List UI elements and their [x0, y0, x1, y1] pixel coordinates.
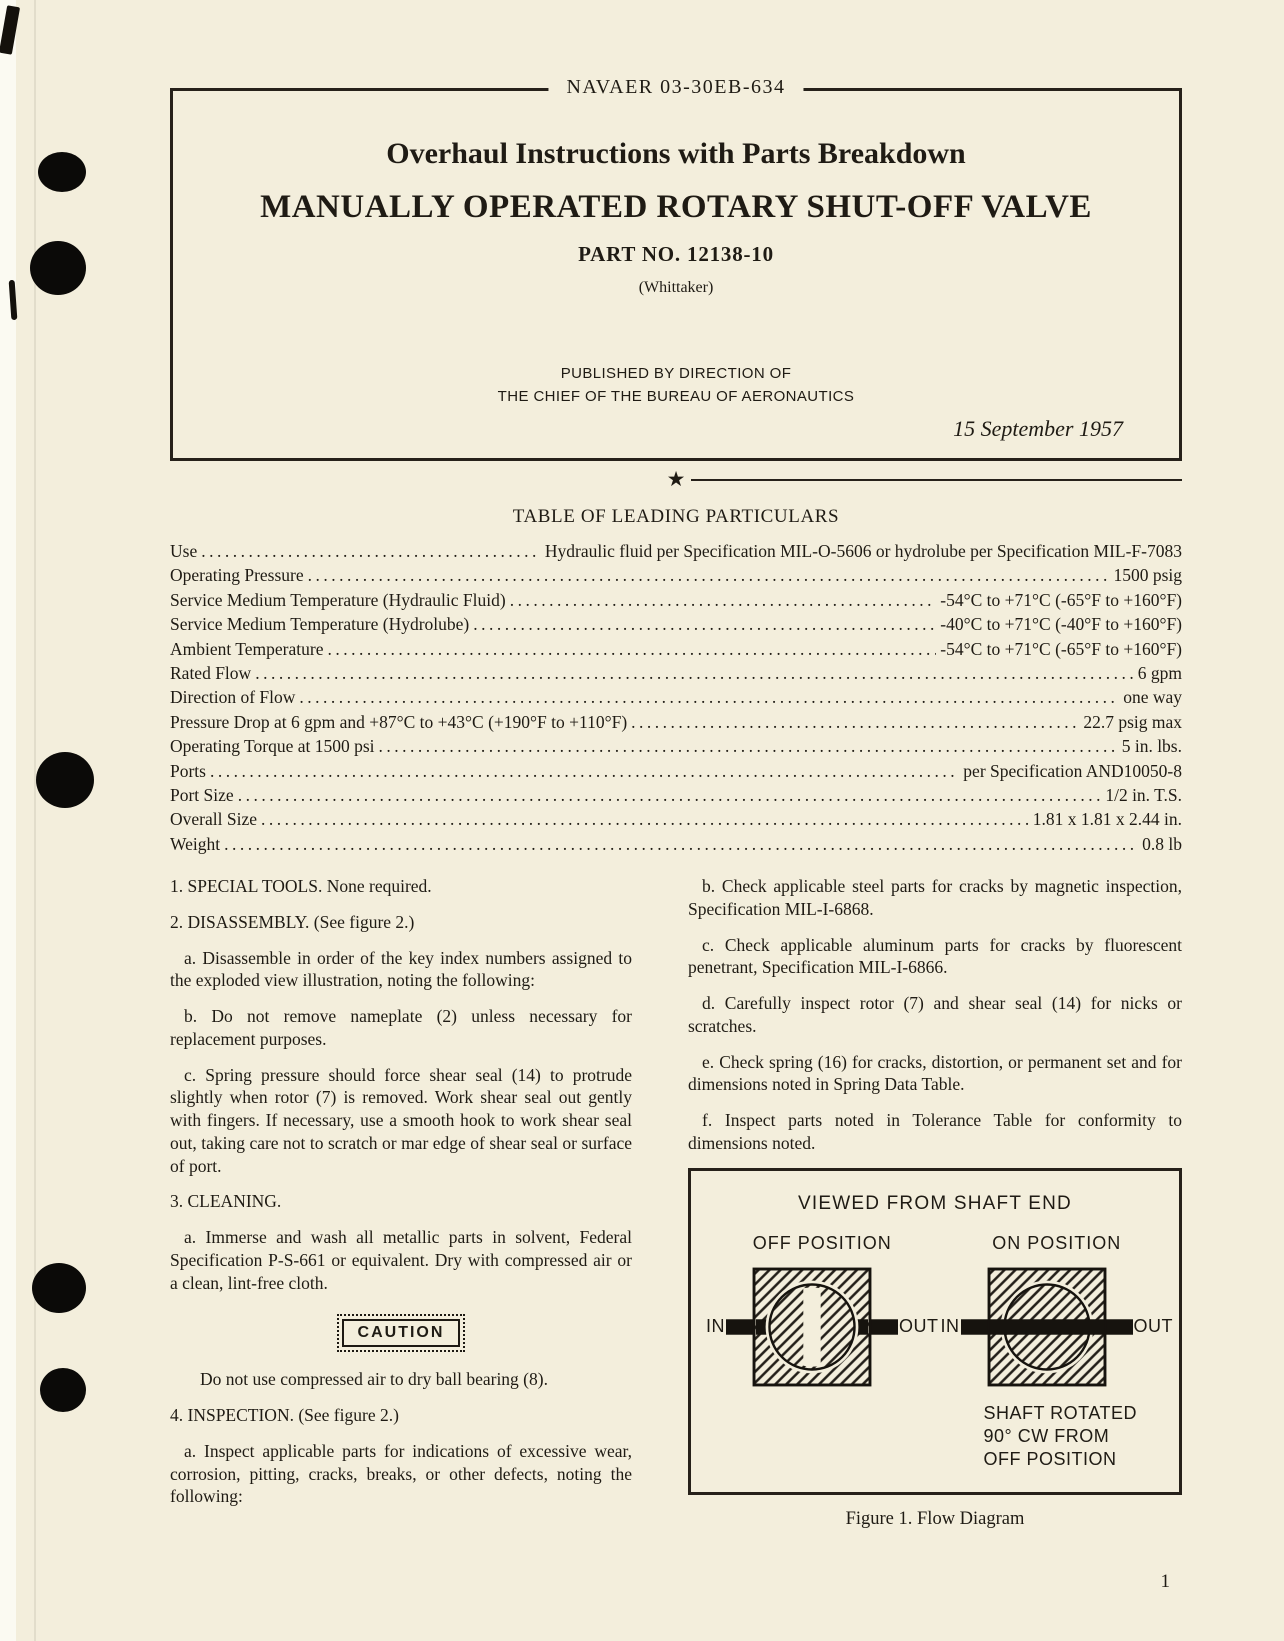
off-diagram-row [705, 1262, 940, 1392]
publication-date: 15 September 1957 [953, 416, 1123, 441]
valve-on-diagram [961, 1262, 1133, 1392]
table-row [170, 784, 1182, 806]
hole-punch [36, 752, 94, 808]
paragraph: a. Disassemble in order of the key index numbers assigned to the exploded view illustration, noting the following: [170, 947, 632, 991]
row-label: Use [170, 541, 198, 561]
row-value: 1.81 x 1.81 x 2.44 in. [1032, 809, 1182, 830]
scan-line-artifact [34, 0, 36, 1641]
in-label: IN [940, 1316, 960, 1337]
note-line: SHAFT ROTATED [983, 1402, 1138, 1423]
right-column [688, 875, 1182, 1530]
row-value: -40°C to +71°C (-40°F to +160°F) [940, 614, 1182, 635]
row-value: -54°C to +71°C (-65°F to +160°F) [940, 638, 1182, 659]
particulars-title: TABLE OF LEADING PARTICULARS [512, 506, 840, 527]
off-position-group [705, 1233, 940, 1472]
hole-punch [40, 1368, 86, 1412]
scan-edge-artifact [0, 0, 16, 1641]
dot-leader [255, 662, 1134, 684]
paragraph: f. Inspect parts noted in Tolerance Table for conformity to dimensions noted. [688, 1110, 1182, 1153]
row-label: Rated Flow [170, 662, 252, 683]
row-value: 22.7 psig max [1083, 711, 1182, 732]
caution-text: Do not use compressed air to dry ball bearing (8). [200, 1369, 548, 1390]
published-line: THE CHIEF OF THE BUREAU OF AERONAUTICS [497, 387, 855, 405]
table-row [170, 760, 1182, 782]
dot-leader [210, 760, 959, 782]
paragraph: e. Check spring (16) for cracks, distortion, or permanent set and for dimensions noted in Spring Data Table. [688, 1051, 1182, 1095]
dot-leader [201, 540, 541, 562]
manufacturer: (Whittaker) [638, 279, 714, 296]
hole-punch [38, 152, 86, 192]
left-column [170, 875, 632, 1530]
figure-caption: Figure 1. Flow Diagram [845, 1508, 1025, 1529]
row-value: 0.8 lb [1142, 833, 1182, 854]
star-divider [170, 469, 1182, 490]
row-label: Overall Size [170, 809, 257, 830]
dot-leader [327, 638, 936, 660]
row-value: 1500 psig [1113, 565, 1182, 586]
shaft-rotation-note [940, 1402, 1175, 1472]
row-label: Ports [170, 760, 206, 781]
paragraph-disassembly: 2. DISASSEMBLY. (See figure 2.) [170, 911, 415, 932]
paragraph: a. Immerse and wash all metallic parts in solvent, Federal Specification P-S-661 or equivalent. Dry with compressed air or a clean, lint-free cloth. [170, 1227, 632, 1293]
note-line: 90° CW FROM [983, 1425, 1110, 1446]
table-row [170, 808, 1182, 830]
table-row [170, 662, 1182, 684]
paragraph-cleaning: 3. CLEANING. [170, 1191, 282, 1212]
table-row [170, 638, 1182, 660]
caution-box [170, 1314, 632, 1352]
row-value: Hydraulic fluid per Specification MIL-O-5606 or hydrolube per Specification MIL-F-7083 [544, 541, 1182, 561]
row-label: Pressure Drop at 6 gpm and +87°C to +43°C (+190°F to +110°F) [170, 711, 628, 732]
page-title: MANUALLY OPERATED ROTARY SHUT-OFF VALVE [260, 189, 1092, 225]
row-label: Direction of Flow [170, 687, 296, 708]
title-block [170, 76, 1182, 461]
row-value: one way [1123, 687, 1182, 708]
doc-subtitle: Overhaul Instructions with Parts Breakdown [386, 137, 966, 170]
valve-off-diagram [726, 1262, 898, 1392]
table-row [170, 735, 1182, 757]
caution-label: CAUTION [342, 1319, 461, 1347]
table-row [170, 711, 1182, 733]
row-label: Port Size [170, 784, 234, 805]
row-label: Operating Pressure [170, 565, 304, 586]
row-value: 6 gpm [1137, 662, 1182, 683]
table-row [170, 564, 1182, 586]
dot-leader [299, 686, 1119, 708]
row-value: 5 in. lbs. [1121, 736, 1182, 757]
row-label: Service Medium Temperature (Hydraulic Fluid) [170, 589, 506, 610]
dot-leader [510, 589, 937, 611]
in-label: IN [706, 1316, 725, 1337]
figure-1-flow-diagram [688, 1168, 1182, 1495]
dot-leader [238, 784, 1102, 806]
published-by [203, 363, 1149, 408]
table-row [170, 833, 1182, 855]
dot-leader [631, 711, 1079, 733]
hole-punch [32, 1263, 86, 1313]
caution-border [337, 1314, 466, 1352]
on-position-label: ON POSITION [992, 1232, 1122, 1253]
paragraph-special-tools: 1. SPECIAL TOOLS. None required. [170, 876, 432, 897]
paragraph: c. Check applicable aluminum parts for cracks by fluorescent penetrant, Specification MIL-I-6866. [688, 934, 1182, 978]
table-row [170, 589, 1182, 611]
row-value: -54°C to +71°C (-65°F to +160°F) [940, 589, 1182, 610]
out-label: OUT [1133, 1316, 1173, 1337]
off-position-label: OFF POSITION [752, 1232, 892, 1253]
row-value: per Specification AND10050-8 [963, 760, 1182, 781]
out-label: OUT [899, 1316, 939, 1337]
particulars-table [170, 540, 1182, 855]
part-number: PART NO. 12138-10 [578, 242, 774, 266]
dot-leader [261, 808, 1029, 830]
doc-number: NAVAER 03-30EB-634 [548, 76, 803, 99]
paragraph: a. Inspect applicable parts for indications of excessive wear, corrosion, pitting, cracks, breaks, or other defects, noting the following: [170, 1440, 632, 1507]
hole-punch [30, 241, 86, 295]
figure-header: VIEWED FROM SHAFT END [798, 1192, 1072, 1214]
paragraph: d. Carefully inspect rotor (7) and shear seal (14) for nicks or scratches. [688, 993, 1182, 1036]
row-label: Service Medium Temperature (Hydrolube) [170, 614, 470, 635]
paragraph: b. Do not remove nameplate (2) unless necessary for replacement purposes. [170, 1006, 632, 1049]
dot-leader [473, 613, 936, 635]
dot-leader [308, 564, 1110, 586]
star-icon: ★ [666, 467, 686, 491]
on-diagram-row [940, 1262, 1175, 1392]
row-label: Operating Torque at 1500 psi [170, 736, 375, 757]
body-columns [170, 875, 1182, 1530]
paragraph-inspection: 4. INSPECTION. (See figure 2.) [170, 1405, 399, 1426]
row-label: Weight [170, 833, 221, 854]
page-content [170, 0, 1182, 1530]
published-line: PUBLISHED BY DIRECTION OF [560, 365, 792, 382]
note-line: OFF POSITION [983, 1449, 1117, 1470]
paragraph: b. Check applicable steel parts for cracks by magnetic inspection, Specification MIL-I-6868. [688, 876, 1182, 919]
paragraph: c. Spring pressure should force shear seal (14) to protrude slightly when rotor (7) is removed. Work shear seal out gently with fingers. If necessary, use a smooth hook to work shear seal out, taking care not to scratch or mar edge of shear seal or surface of port. [170, 1064, 632, 1176]
row-value: 1/2 in. T.S. [1105, 784, 1182, 805]
row-label: Ambient Temperature [170, 638, 324, 659]
table-row [170, 540, 1182, 562]
table-row [170, 686, 1182, 708]
page-number: 1 [1160, 1571, 1170, 1592]
divider-rule [691, 479, 1182, 481]
figure-diagrams [703, 1232, 1173, 1472]
table-row [170, 613, 1182, 635]
dot-leader [224, 833, 1138, 855]
on-position-group [940, 1233, 1175, 1472]
dot-leader [379, 735, 1118, 757]
